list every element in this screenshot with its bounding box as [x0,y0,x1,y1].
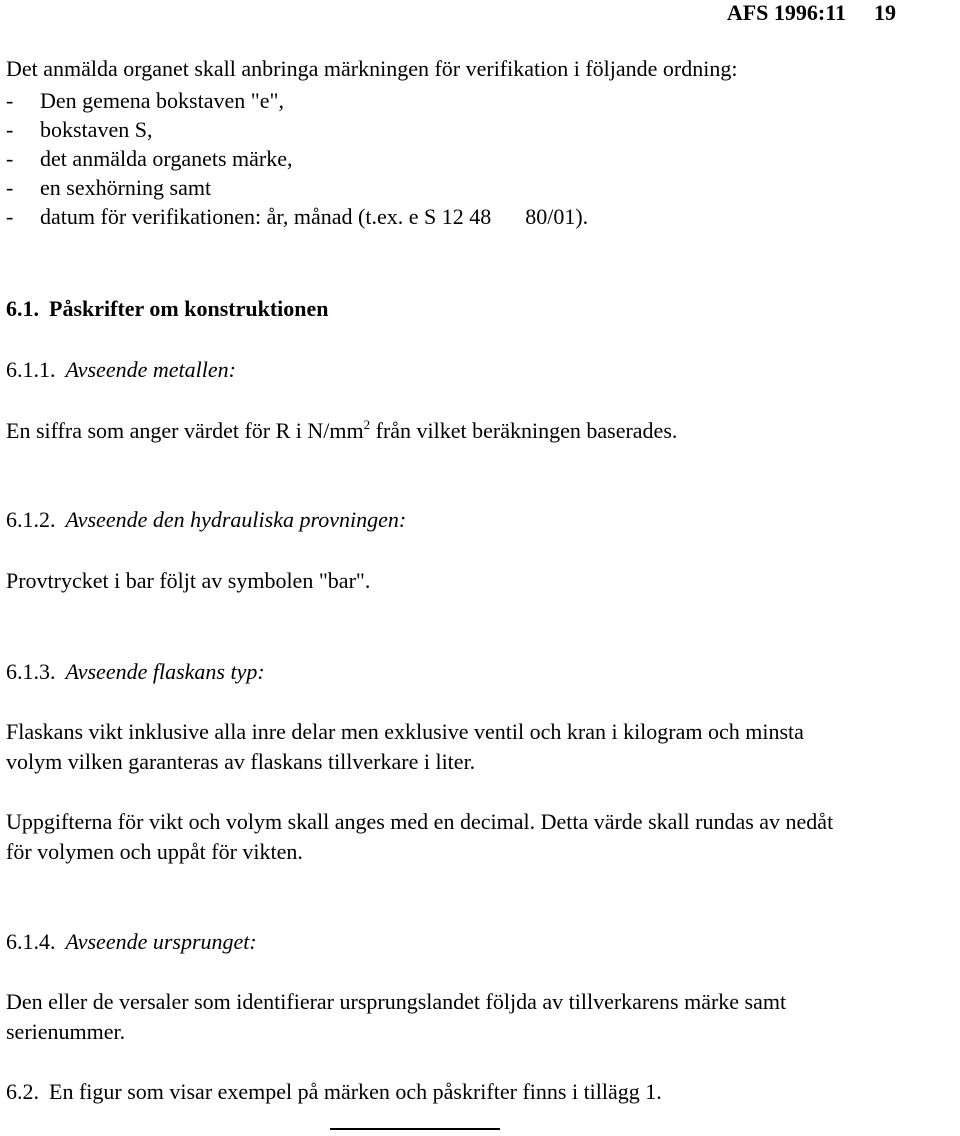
section-number: 6.1. [6,296,39,321]
subsection-number: 6.1.1. [6,357,56,382]
list-dash: - [6,204,14,229]
list-dash: - [6,146,14,171]
subsection-title: Avseende metallen: [65,357,236,382]
section-text: En figur som visar exempel på märken och påskrifter finns i tillägg 1. [49,1079,662,1104]
list-item-text: en sexhörning samt [40,175,212,200]
list-item-trail: 80/01). [525,204,589,229]
list-dash: - [6,88,14,113]
subsection-heading [6,357,236,383]
superscript: 2 [363,417,371,432]
doc-ref: AFS 1996:11 [726,0,846,25]
subsection-title: Avseende ursprunget: [65,929,257,954]
list-item-text: Den gemena bokstaven "e", [40,88,284,113]
paragraph-line: serienummer. [6,1019,126,1044]
list-item [6,175,211,201]
subsection-number: 6.1.2. [6,507,56,532]
paragraph-text: från vilket beräkningen baserades. [370,418,678,443]
subsection-heading [6,929,257,955]
paragraph-line: volym vilken garanteras av flaskans tillverkare i liter. [6,749,476,774]
paragraph-text: En siffra som anger värdet för R i N/mm [6,418,364,443]
list-item [6,204,588,230]
list-item [6,88,284,114]
list-item [6,117,152,143]
paragraph [6,418,677,444]
subsection-title: Avseende flaskans typ: [65,659,265,684]
section-line [6,1079,662,1105]
section-heading [6,296,329,322]
list-item [6,146,293,172]
subsection-heading [6,507,406,533]
subsection-number: 6.1.3. [6,659,56,684]
list-dash: - [6,175,14,200]
paragraph-line: Uppgifterna för vikt och volym skall anges med en decimal. Detta värde skall rundas av nedåt [6,809,834,834]
footer-rule [330,1128,500,1130]
section-number: 6.2. [6,1079,39,1104]
list-dash: - [6,117,14,142]
subsection-heading [6,659,265,685]
list-item-text: datum för verifikationen: år, månad (t.ex. e S 12 48 [40,204,492,229]
paragraph-line: Den eller de versaler som identifierar ursprungslandet följda av tillverkarens märke samt [6,989,787,1014]
document-reference [727,0,896,26]
paragraph-line: för volymen och uppåt för vikten. [6,839,303,864]
subsection-title: Avseende den hydrauliska provningen: [65,507,407,532]
list-item-text: det anmälda organets märke, [40,146,293,171]
page-number: 19 [874,0,896,25]
intro-paragraph: Det anmälda organet skall anbringa märkningen för verifikation i följande ordning: [6,56,738,81]
paragraph-line: Flaskans vikt inklusive alla inre delar men exklusive ventil och kran i kilogram och minsta [6,719,804,744]
subsection-number: 6.1.4. [6,929,56,954]
list-item-text: bokstaven S, [40,117,153,142]
paragraph: Provtrycket i bar följt av symbolen "bar". [6,568,371,593]
section-title: Påskrifter om konstruktionen [49,296,329,321]
